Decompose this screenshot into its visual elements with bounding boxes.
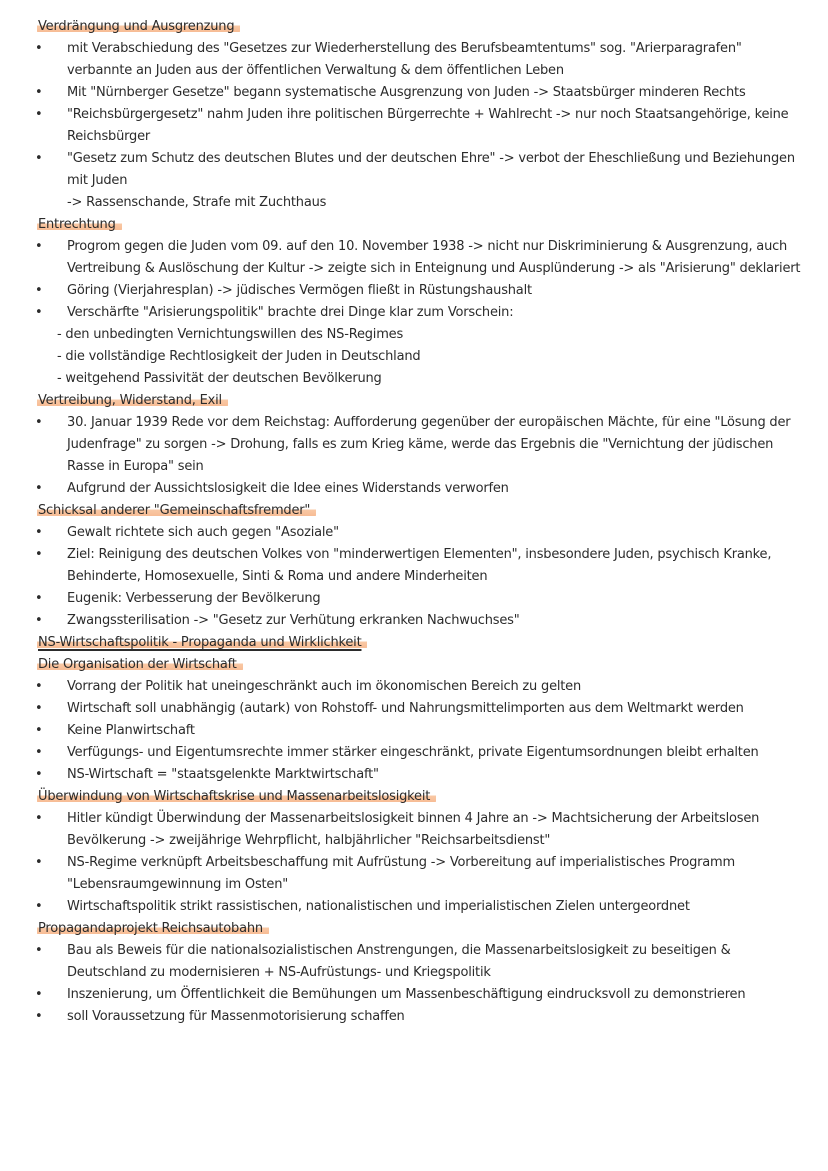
bullet-list bbox=[0, 940, 828, 1028]
section-heading: Die Organisation der Wirtschaft bbox=[37, 654, 828, 676]
section-heading: Entrechtung bbox=[37, 214, 828, 236]
dash-item: - die vollständige Rechtlosigkeit der Juden in Deutschland bbox=[57, 349, 421, 364]
section-heading: Propagandaprojekt Reichsautobahn bbox=[37, 918, 828, 940]
list-item: • Mit "Nürnberger Gesetze" begann systematische Ausgrenzung von Juden -> Staatsbürger minderen Rechts bbox=[0, 82, 828, 104]
list-item: • Verschärfte "Arisierungspolitik" brachte drei Dinge klar zum Vorschein: bbox=[0, 302, 828, 324]
dash-item: - den unbedingten Vernichtungswillen des NS-Regimes bbox=[57, 327, 404, 342]
bullet-icon: • bbox=[35, 85, 43, 100]
bullet-icon: • bbox=[35, 525, 43, 540]
list-item: • soll Voraussetzung für Massenmotorisierung schaffen bbox=[0, 1006, 828, 1028]
bullet-icon: • bbox=[35, 723, 43, 738]
bullet-icon: • bbox=[35, 481, 43, 496]
bullet-icon: • bbox=[35, 767, 43, 782]
notes-page bbox=[0, 16, 828, 1028]
bullet-icon: • bbox=[35, 239, 43, 254]
bullet-list bbox=[0, 676, 828, 786]
section-heading: Verdrängung und Ausgrenzung bbox=[37, 16, 828, 38]
bullet-icon: • bbox=[35, 415, 43, 430]
list-item: • "Gesetz zum Schutz des deutschen Blutes und der deutschen Ehre" -> verbot der Eheschließung und Beziehungen mit Juden bbox=[0, 148, 828, 192]
list-item: • Zwangssterilisation -> "Gesetz zur Verhütung erkranken Nachwuchses" bbox=[0, 610, 828, 632]
bullet-icon: • bbox=[35, 305, 43, 320]
list-item: • Progrom gegen die Juden vom 09. auf den 10. November 1938 -> nicht nur Diskriminierung & Ausgrenzung, auch Vertreibung & Auslöschung der Kultur -> zeigte sich in Enteignung und Ausplünderung -> als "Arisierung" deklariert bbox=[0, 236, 828, 280]
list-item: • NS-Wirtschaft = "staatsgelenkte Marktwirtschaft" bbox=[0, 764, 828, 786]
bullet-icon: • bbox=[35, 899, 43, 914]
bullet-list bbox=[0, 522, 828, 632]
bullet-icon: • bbox=[35, 701, 43, 716]
list-item: • Wirtschaftspolitik strikt rassistischen, nationalistischen und imperialistischen Zielen untergeordnet bbox=[0, 896, 828, 918]
list-item: • Inszenierung, um Öffentlichkeit die Bemühungen um Massenbeschäftigung eindrucksvoll zu demonstrieren bbox=[0, 984, 828, 1006]
bullet-icon: • bbox=[35, 283, 43, 298]
list-item: • Hitler kündigt Überwindung der Massenarbeitslosigkeit binnen 4 Jahre an -> Machtsicherung der Arbeitslosen Bevölkerung -> zweijährige Wehrpflicht, halbjährlicher "Reichsarbeitsdienst" bbox=[0, 808, 828, 852]
list-item: • "Reichsbürgergesetz" nahm Juden ihre politischen Bürgerrechte + Wahlrecht -> nur noch Staatsangehörige, keine Reichsbürger bbox=[0, 104, 828, 148]
bullet-list bbox=[0, 38, 828, 192]
section-heading: Schicksal anderer "Gemeinschaftsfremder" bbox=[37, 500, 828, 522]
main-heading: NS-Wirtschaftspolitik - Propaganda und Wirklichkeit bbox=[37, 632, 828, 654]
bullet-icon: • bbox=[35, 943, 43, 958]
bullet-icon: • bbox=[35, 745, 43, 760]
bullet-icon: • bbox=[35, 987, 43, 1002]
bullet-icon: • bbox=[35, 811, 43, 826]
section-heading: Vertreibung, Widerstand, Exil bbox=[37, 390, 828, 412]
list-item: • Aufgrund der Aussichtslosigkeit die Idee eines Widerstands verworfen bbox=[0, 478, 828, 500]
list-item: • Eugenik: Verbesserung der Bevölkerung bbox=[0, 588, 828, 610]
bullet-icon: • bbox=[35, 41, 43, 56]
bullet-icon: • bbox=[35, 547, 43, 562]
list-item: • Ziel: Reinigung des deutschen Volkes von "minderwertigen Elementen", insbesondere Juden, psychisch Kranke, Behinderte, Homosexuelle, Sinti & Roma und andere Minderheiten bbox=[0, 544, 828, 588]
dash-item: - weitgehend Passivität der deutschen Bevölkerung bbox=[57, 371, 382, 386]
bullet-icon: • bbox=[35, 151, 43, 166]
bullet-icon: • bbox=[35, 591, 43, 606]
list-item: • 30. Januar 1939 Rede vor dem Reichstag: Aufforderung gegenüber der europäischen Mächte, für eine "Lösung der Judenfrage" zu sorgen -> Drohung, falls es zum Krieg käme, werde das Ergebnis die "Vernichtung der jüdischen Rasse in Europa" sein bbox=[0, 412, 828, 478]
list-item: • Bau als Beweis für die nationalsozialistischen Anstrengungen, die Massenarbeitslosigkeit zu beseitigen & Deutschland zu modernisieren + NS-Aufrüstungs- und Kriegspolitik bbox=[0, 940, 828, 984]
bullet-list bbox=[0, 412, 828, 500]
bullet-icon: • bbox=[35, 107, 43, 122]
bullet-icon: • bbox=[35, 613, 43, 628]
list-item: • Göring (Vierjahresplan) -> jüdisches Vermögen fließt in Rüstungshaushalt bbox=[0, 280, 828, 302]
list-item: • Gewalt richtete sich auch gegen "Asoziale" bbox=[0, 522, 828, 544]
bullet-icon: • bbox=[35, 679, 43, 694]
bullet-list bbox=[0, 808, 828, 918]
list-item: • Vorrang der Politik hat uneingeschränkt auch im ökonomischen Bereich zu gelten bbox=[0, 676, 828, 698]
bullet-icon: • bbox=[35, 1009, 43, 1024]
bullet-icon: • bbox=[35, 855, 43, 870]
list-item: • Verfügungs- und Eigentumsrechte immer stärker eingeschränkt, private Eigentumsordnungen bleibt erhalten bbox=[0, 742, 828, 764]
list-item: • Keine Planwirtschaft bbox=[0, 720, 828, 742]
list-item: • mit Verabschiedung des "Gesetzes zur Wiederherstellung des Berufsbeamtentums" sog. "Arierparagrafen" verbannte an Juden aus der öffentlichen Verwaltung & dem öffentlichen Leben bbox=[0, 38, 828, 82]
list-item: • NS-Regime verknüpft Arbeitsbeschaffung mit Aufrüstung -> Vorbereitung auf imperialistisches Programm "Lebensraumgewinnung im Osten" bbox=[0, 852, 828, 896]
bullet-list bbox=[0, 236, 828, 324]
section-heading: Überwindung von Wirtschaftskrise und Massenarbeitslosigkeit bbox=[37, 786, 828, 808]
list-item: • Wirtschaft soll unabhängig (autark) von Rohstoff- und Nahrungsmittelimporten aus dem Weltmarkt werden bbox=[0, 698, 828, 720]
continuation-line: -> Rassenschande, Strafe mit Zuchthaus bbox=[67, 195, 327, 210]
